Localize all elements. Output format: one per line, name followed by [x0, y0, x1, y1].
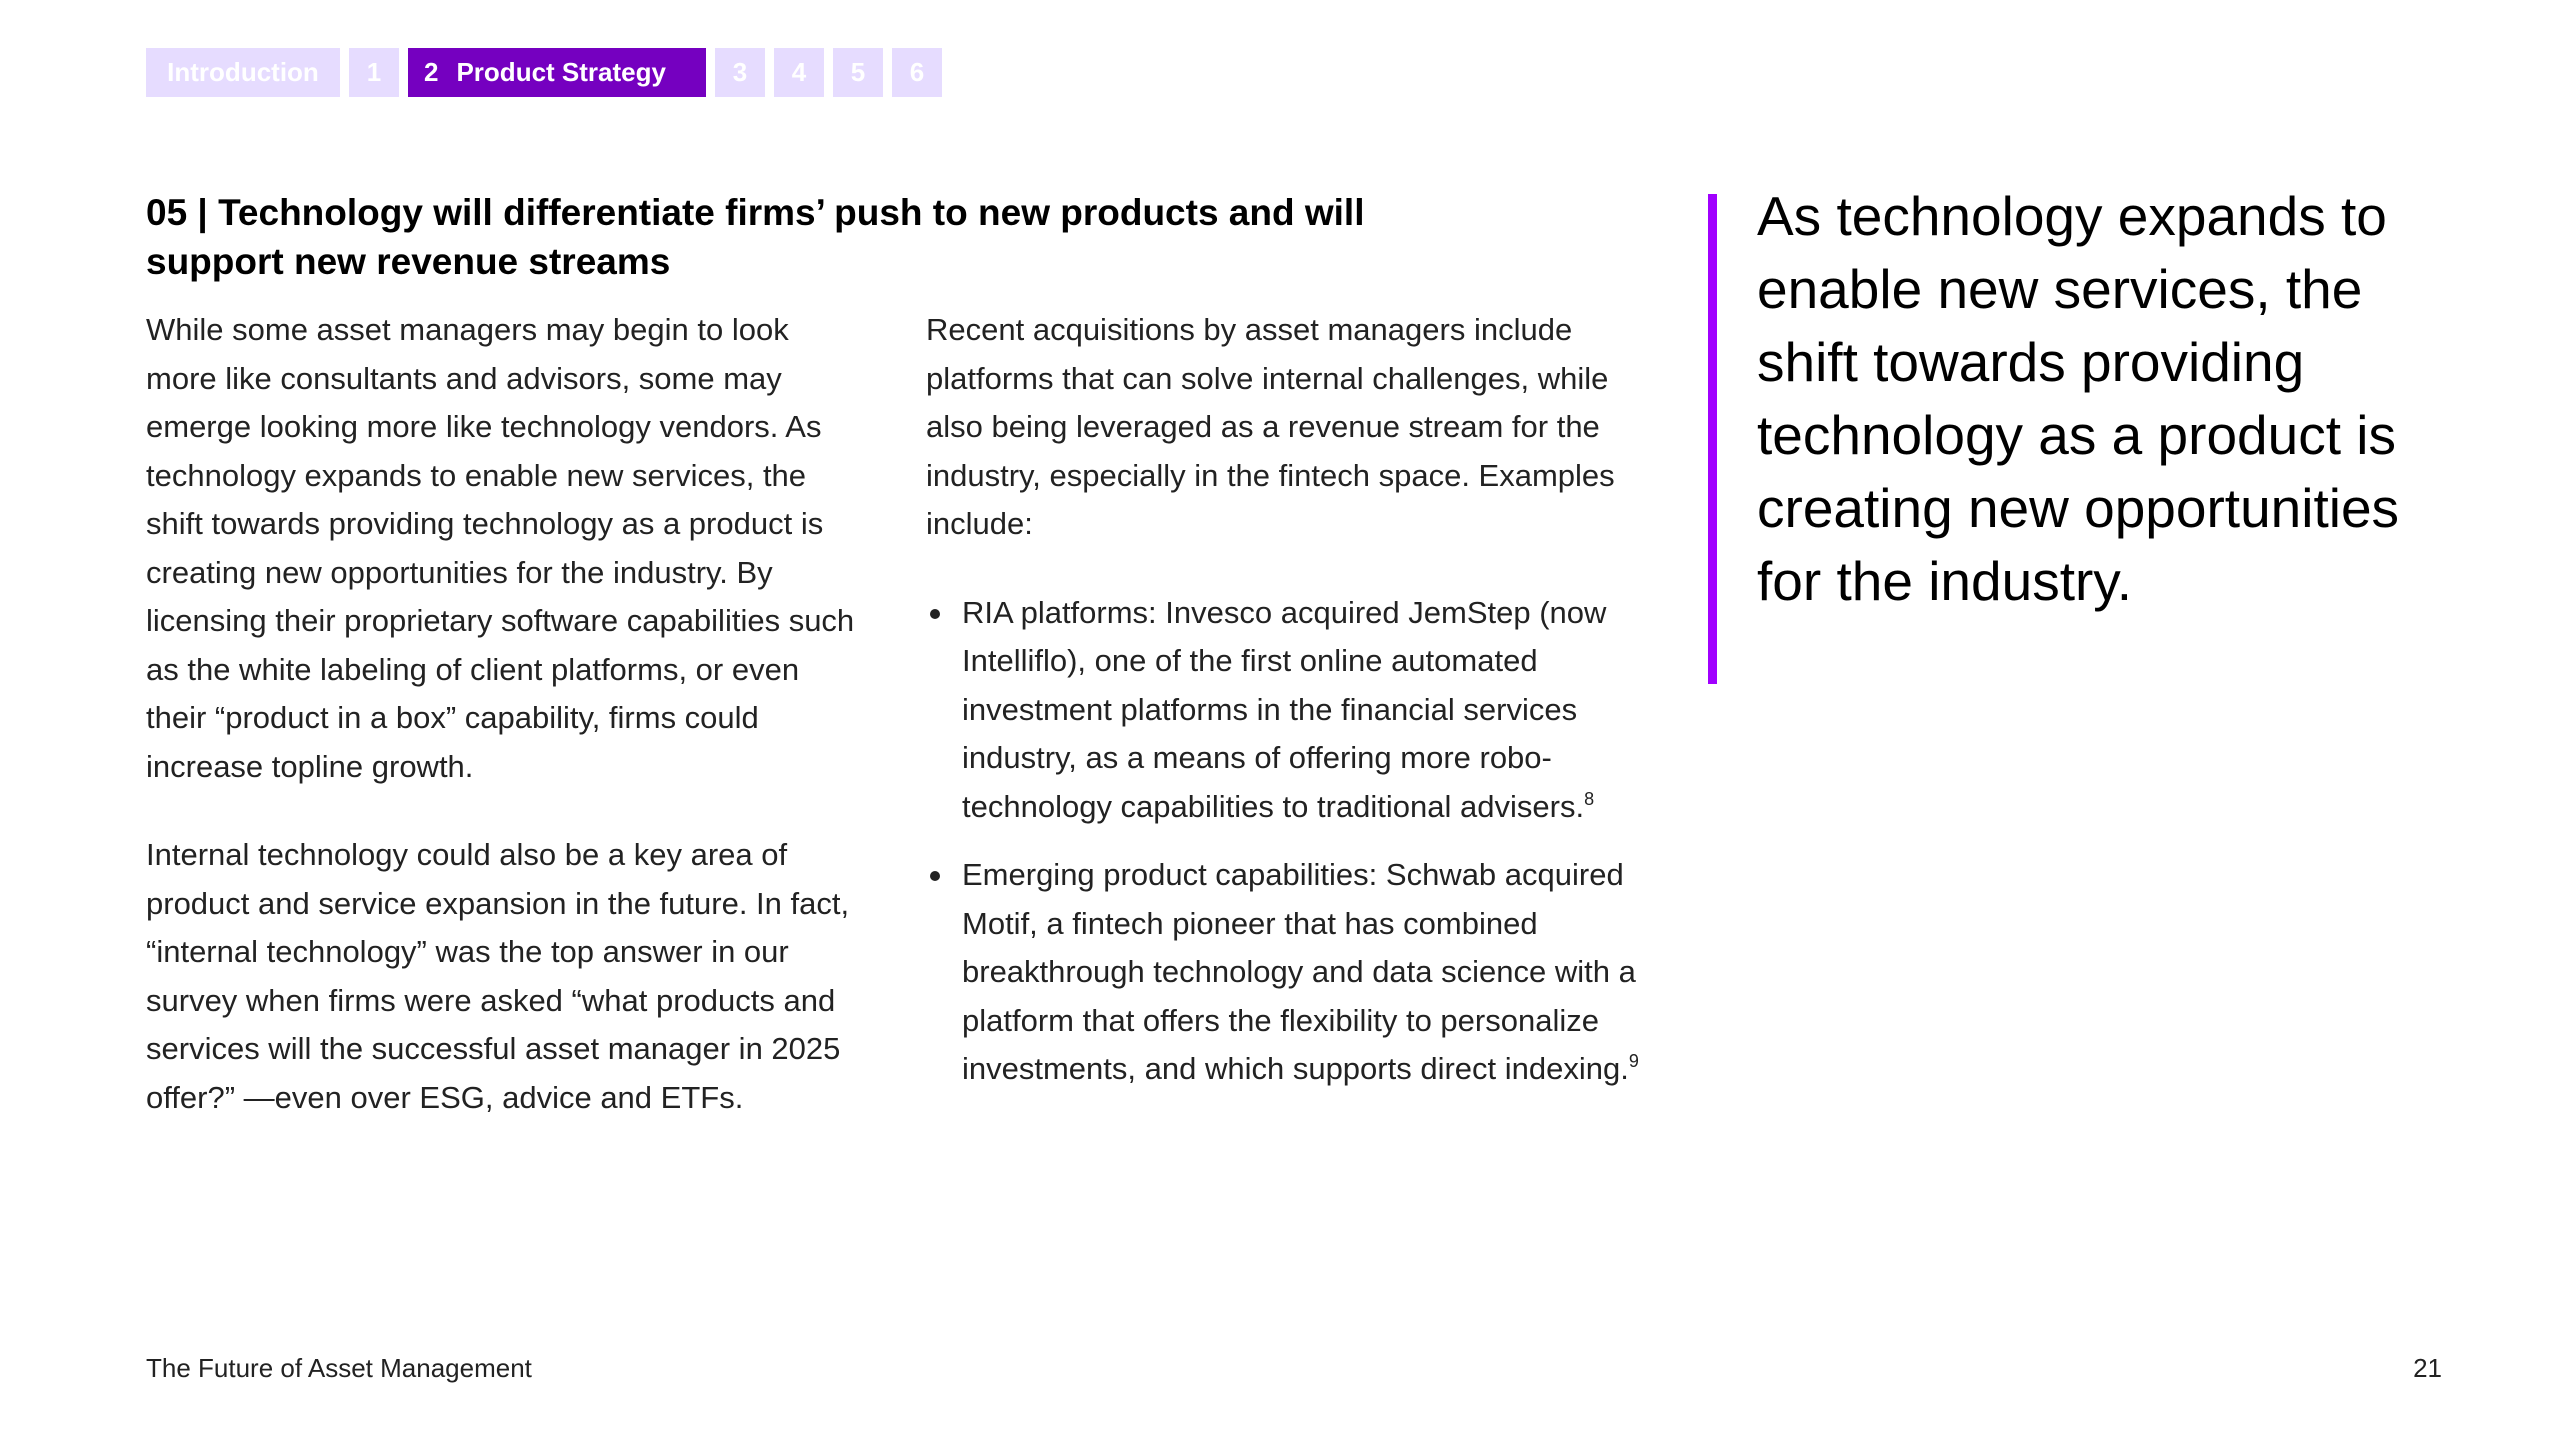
tab-section-1-number: 1: [366, 57, 382, 87]
tab-section-4-number: 4: [791, 57, 807, 87]
tab-section-2-number: 2: [424, 57, 439, 87]
middle-column: [926, 306, 1666, 1094]
footer-document-title: The Future of Asset Management: [146, 1353, 532, 1383]
footnote-ref-9[interactable]: 9: [1628, 1051, 1639, 1071]
tab-section-1[interactable]: [349, 48, 399, 97]
tab-section-2-product-strategy[interactable]: [408, 48, 706, 97]
list-item-ria-platforms: [926, 589, 1666, 832]
pull-quote: As technology expands to enable new services, the shift towards providing technology as a product is creating new opportunities for the industry.: [1757, 185, 2400, 612]
tab-section-5[interactable]: [833, 48, 883, 97]
tab-section-2-label: Product Strategy: [456, 57, 666, 87]
examples-list: [926, 589, 1666, 1094]
tab-section-3[interactable]: [715, 48, 765, 97]
paragraph-acquisitions: Recent acquisitions by asset managers include platforms that can solve internal challenges, while also being leveraged as a revenue stream for the industry, especially in the fintech space. Examples include:: [926, 312, 1615, 541]
footnote-ref-8[interactable]: 8: [1584, 788, 1595, 809]
quote-accent-bar: [1708, 194, 1717, 684]
left-column: [146, 306, 866, 1122]
tab-section-6-number: 6: [909, 57, 925, 87]
tab-introduction-label: Introduction: [167, 57, 319, 87]
list-item-text: Emerging product capabilities: Schwab acquired Motif, a fintech pioneer that has combined breakthrough technology and data science with a platform that offers the flexibility to personalize investments, and which supports direct indexing.: [962, 857, 1636, 1086]
list-item-emerging-capabilities: [926, 851, 1666, 1094]
tab-section-4[interactable]: [774, 48, 824, 97]
tab-introduction[interactable]: [146, 48, 340, 97]
paragraph-internal-technology: Internal technology could also be a key area of product and service expansion in the future. In fact, “internal technology” was the top answer in our survey when firms were asked “what products and services will the successful asset manager in 2025 offer?” —even over ESG, advice and ETFs.: [146, 837, 850, 1115]
section-nav: [146, 48, 942, 97]
paragraph-licensing: While some asset managers may begin to look more like consultants and advisors, some may emerge looking more like technology vendors. As technology expands to enable new services, the shift towards providing technology as a product is creating new opportunities for the industry. By licensing their proprietary software capabilities such as the white labeling of client platforms, or even their “product in a box” capability, firms could increase topline growth.: [146, 312, 855, 784]
section-heading: 05 | Technology will differentiate firms’ push to new products and will support new revenue streams: [146, 192, 1365, 282]
list-item-text: RIA platforms: Invesco acquired JemStep (now Intelliflo), one of the first online automated investment platforms in the financial services industry, as a means of offering more robo-technology capabilities to traditional advisers.: [962, 594, 1607, 824]
tab-section-6[interactable]: [892, 48, 942, 97]
tab-section-5-number: 5: [850, 57, 866, 87]
tab-section-3-number: 3: [732, 57, 748, 87]
page-number: 21: [2413, 1353, 2442, 1383]
